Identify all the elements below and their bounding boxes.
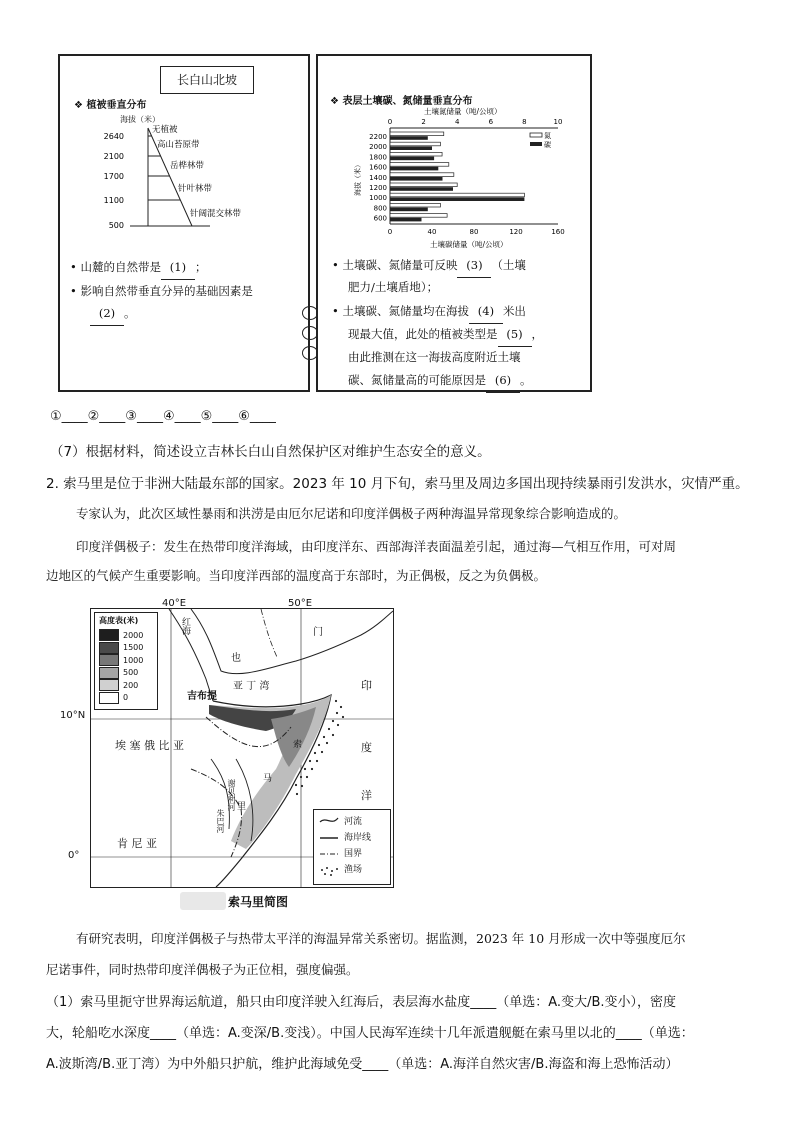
bar-carbon-1800 [390, 157, 434, 161]
label-juba-river: 朱巴河 [216, 809, 225, 833]
map-legend [313, 809, 391, 885]
legend-c: 碳 [544, 141, 551, 149]
soil-heading: ❖ 表层土壤碳、氮储量垂直分布 [330, 96, 473, 107]
elevation-row-2000 [99, 629, 143, 642]
bar-nitrogen-2200 [390, 132, 444, 136]
bar-carbon-1600 [390, 167, 438, 171]
label-red-sea: 红海 [180, 617, 190, 635]
bar-nitrogen-1600 [390, 163, 449, 167]
question-1-line-3: A.波斯湾/B.亚丁湾）为中外船只护航，维护此海域免受____（单选：A.海洋自然灾害/B.海盗和海上恐怖活动） [46, 1057, 679, 1072]
river-symbol [320, 818, 338, 822]
question-1-line-2: 大，轮船吃水深度____（单选：A.变深/B.变浅）。中国人民海军连续十几年派遣舰艇在索马里以北的____（单选： [46, 1026, 694, 1041]
label-gulf-of-aden: 亚 丁 湾 [233, 681, 270, 692]
bar-carbon-1200 [390, 187, 453, 191]
top-axis-label: 土壤氮储量（吨/公顷） [424, 107, 502, 116]
elevation-swatch [99, 679, 119, 691]
altitude-1700: 1700 [103, 172, 124, 181]
top-tick-0: 0 [387, 118, 393, 126]
top-tick-10: 10 [553, 118, 563, 126]
elevation-row-500 [99, 667, 143, 680]
answer-blanks: ①____②____③____④____⑤____⑥____ [50, 409, 276, 424]
bar-nitrogen-800 [390, 203, 440, 207]
map-caption: 索马里简图 [228, 895, 289, 909]
altitude-unit: 海拔（米） [120, 115, 160, 124]
legend-fishing: 渔场 [344, 865, 363, 875]
vegetation-diagram [60, 116, 308, 236]
y-tick-600: 600 [373, 214, 387, 223]
label-ye: 也 [231, 653, 241, 664]
question-6b: 碳、氮储量高的可能原因是 (6) 。 [348, 369, 532, 393]
elevation-label: 2000 [123, 630, 144, 640]
bar-carbon-2200 [390, 136, 428, 140]
bottom-tick-80: 80 [469, 228, 479, 236]
y-tick-1400: 1400 [369, 173, 387, 182]
belt-mixed: 针阔混交林带 [190, 209, 242, 219]
altitude-2640: 2640 [103, 132, 124, 141]
top-tick-6: 6 [488, 118, 494, 126]
bar-nitrogen-1000 [390, 193, 524, 197]
belt-none: 无植被 [152, 125, 178, 135]
y-tick-1600: 1600 [369, 163, 387, 172]
elevation-swatch [99, 654, 119, 666]
expert-note: 专家认为，此次区域性暴雨和洪涝是由厄尔尼诺和印度洋偶极子两种海温异常现象综合影响造成的。 [76, 506, 627, 521]
figure-title: 长白山北坡 [160, 66, 254, 94]
top-tick-8: 8 [522, 118, 527, 126]
legend-coastline: 海岸线 [344, 833, 372, 843]
elevation-row-1500 [99, 642, 143, 655]
left-notebook-page [58, 54, 310, 392]
elevation-label: 500 [123, 668, 139, 678]
belt-birch: 岳桦林带 [170, 161, 205, 171]
elevation-swatch [99, 692, 119, 704]
elevation-label: 200 [123, 680, 139, 690]
iod-definition-1: 印度洋偶极子：发生在热带印度洋海域，由印度洋东、西部海洋表面温差引起，通过海—气相互作用，可对周 [76, 539, 677, 554]
y-tick-800: 800 [373, 204, 387, 213]
bottom-tick-160: 160 [551, 228, 565, 236]
label-somalia-3: 里 [237, 802, 247, 812]
elevation-row-1000 [99, 654, 143, 667]
lon-50: 50°E [288, 598, 313, 609]
elevation-label: 1000 [123, 655, 144, 665]
question-5: 现最大值，此处的植被类型是 (5) ， [348, 323, 543, 347]
legend-n: 氮 [544, 132, 551, 140]
arabia-coast [191, 609, 393, 674]
label-men: 门 [313, 627, 323, 638]
somalia-map [90, 608, 394, 888]
bar-nitrogen-1800 [390, 152, 442, 156]
elevation-legend [94, 612, 158, 710]
label-shabelle-river: 谢贝利河 [227, 779, 236, 811]
question-4: • 土壤碳、氮储量均在海拔 (4) 米出 [332, 300, 526, 324]
question-1-line-1: （1）索马里扼守世界海运航道，船只由印度洋驶入红海后，表层海水盐度____（单选：A.变大/B.变小），密度 [46, 995, 676, 1010]
bar-carbon-800 [390, 208, 428, 212]
lon-40: 40°E [162, 598, 187, 609]
bottom-tick-120: 120 [509, 228, 523, 236]
lat-0: 0° [68, 850, 80, 861]
label-djibouti: 吉布提 [187, 691, 217, 702]
y-axis-label: 海拔（米） [354, 161, 362, 196]
notebook-figure [58, 54, 590, 394]
elevation-swatch [99, 642, 119, 654]
bar-nitrogen-1200 [390, 183, 457, 187]
question-3-cont: 肥力/土壤盾地）； [348, 280, 439, 294]
y-tick-2200: 2200 [369, 133, 387, 141]
question-1: • 山麓的自然带是 (1) ； [70, 256, 206, 280]
y-tick-2000: 2000 [369, 143, 387, 152]
iod-definition-2: 边地区的气候产生重要影响。当印度洋西部的温度高于东部时，为正偶极，反之为负偶极。 [46, 568, 547, 583]
bottom-tick-40: 40 [427, 228, 437, 236]
bar-carbon-1400 [390, 177, 443, 181]
bar-nitrogen-1400 [390, 173, 454, 177]
bar-carbon-2000 [390, 146, 432, 150]
label-somalia-2: 马 [263, 774, 273, 784]
research-2: 尼诺事件，同时热带印度洋偶极子为正位相，强度偏强。 [46, 962, 359, 977]
soil-chart [318, 106, 590, 250]
legend-n-swatch [530, 133, 542, 137]
elevation-label: 0 [123, 693, 129, 703]
altitude-1100: 1100 [103, 196, 124, 205]
label-ethiopia: 埃 塞 俄 比 亚 [115, 739, 184, 752]
altitude-2100: 2100 [103, 152, 124, 161]
question-7: （7）根据材料，简述设立吉林长白山自然保护区对维护生态安全的意义。 [50, 444, 491, 460]
right-notebook-page [316, 54, 592, 392]
label-indian-1: 印 [361, 679, 372, 692]
y-tick-1000: 1000 [369, 194, 387, 203]
elevation-legend-title: 高度表(米) [99, 616, 139, 625]
elevation-row-200 [99, 679, 143, 692]
belt-conifer: 针叶林带 [178, 184, 213, 194]
elevation-swatch [99, 667, 119, 679]
altitude-500: 500 [108, 221, 124, 230]
bottom-tick-0: 0 [387, 228, 393, 236]
y-tick-1200: 1200 [369, 184, 387, 192]
legend-river: 河流 [344, 817, 363, 827]
bar-carbon-600 [390, 218, 422, 222]
fishing-symbol [321, 867, 338, 876]
bar-nitrogen-600 [390, 214, 447, 218]
bottom-axis-label: 土壤碳储量（吨/公顷） [430, 240, 508, 249]
legend-border: 国界 [344, 849, 363, 859]
label-kenya: 肯 尼 亚 [117, 837, 157, 850]
vegetation-heading: ❖ 植被垂直分布 [74, 100, 147, 111]
research-1: 有研究表明，印度洋偶极子与热带太平洋的海温异常关系密切。据监测，2023 年 10 月形成一次中等强度厄尔 [76, 931, 686, 946]
label-somalia-1: 索 [293, 740, 303, 750]
question-2b: (2) 。 [90, 302, 136, 326]
elevation-label: 1500 [123, 643, 144, 653]
top-tick-2: 2 [421, 118, 426, 126]
y-tick-1800: 1800 [369, 153, 387, 162]
belt-tundra: 高山苔原带 [157, 140, 200, 150]
lat-10: 10°N [60, 710, 86, 721]
question-2-intro: 2. 索马里是位于非洲大陆最东部的国家。2023 年 10 月下旬，索马里及周边多国出现持续暴雨引发洪水，灾情严重。 [46, 476, 749, 492]
label-indian-3: 洋 [361, 789, 372, 802]
question-2a: • 影响自然带垂直分异的基础因素是 [70, 284, 253, 298]
top-tick-4: 4 [454, 118, 460, 126]
question-6a: 由此推测在这一海拔高度附近土壤 [348, 350, 521, 364]
label-indian-2: 度 [361, 741, 372, 754]
question-3: • 土壤碳、氮储量可反映 (3) （土壤 [332, 254, 526, 278]
legend-c-swatch [530, 142, 542, 146]
blurred-mark [180, 892, 226, 910]
elevation-swatch [99, 629, 119, 641]
elevation-row-0 [99, 692, 143, 705]
bar-nitrogen-2000 [390, 142, 440, 146]
bar-carbon-1000 [390, 197, 524, 201]
